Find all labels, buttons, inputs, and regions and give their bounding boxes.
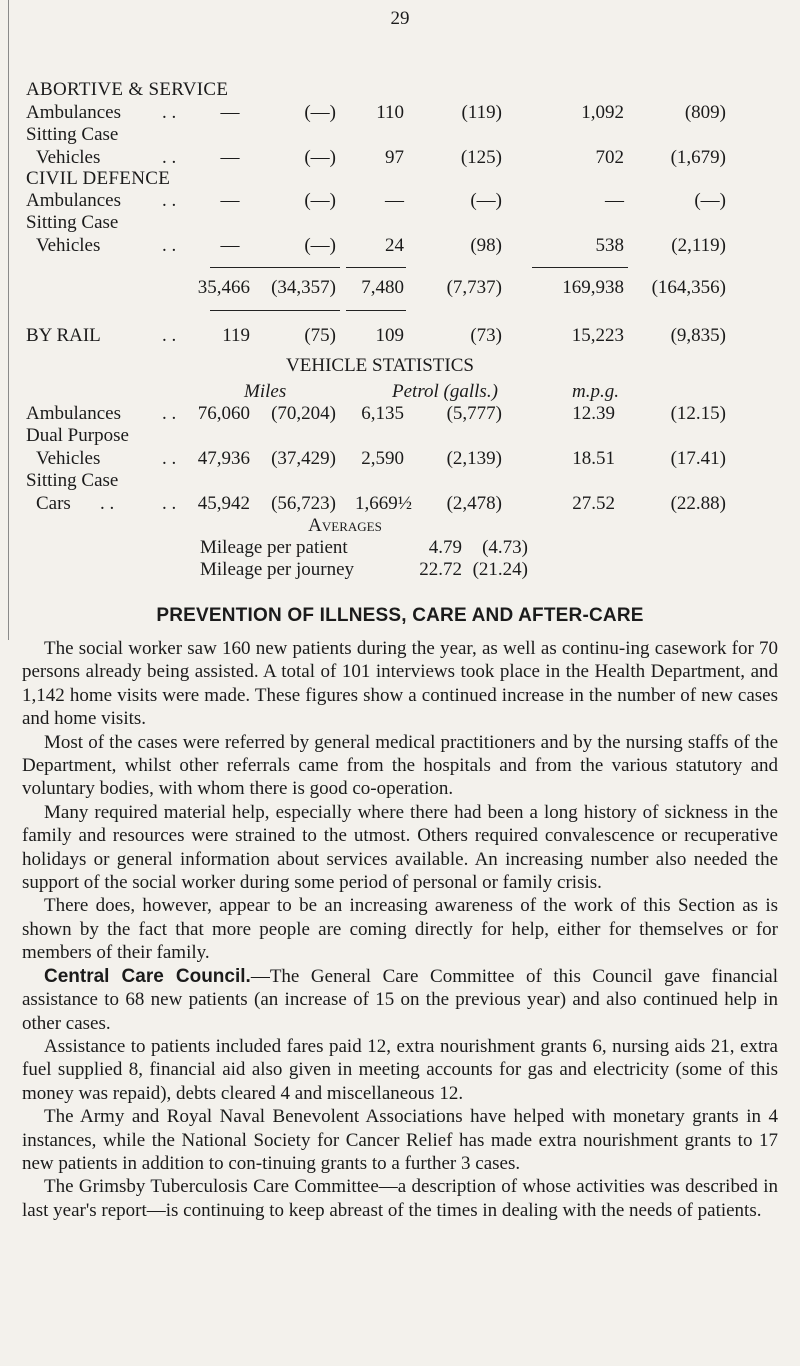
leader-dots: . . (162, 403, 177, 424)
table-cell: (75) (304, 325, 336, 346)
row-label: Vehicles (36, 448, 101, 469)
mpg-prev-cell: (22.88) (670, 493, 726, 514)
paragraph: Assistance to patients included fares paid 12, extra nourishment grants 6, nursing aids 21, extra fuel supplied 8, financial aid also given in meeting accounts for gas and electricity (some of this money was repaid), debts cleared 4 and miscellaneous 12. (22, 1035, 778, 1104)
leader-dots: . . (162, 147, 177, 168)
total-rule (346, 310, 406, 311)
row-label: Ambulances (26, 403, 121, 424)
total-rule (210, 310, 340, 311)
row-label: Vehicles (36, 235, 101, 256)
paragraph: Most of the cases were referred by general medical practitioners and by the nursing staffs of the Department, whilst other referrals came from the hospitals and from the various statutory and voluntary bodies, with whom there is good co-operation. (22, 731, 778, 800)
table-cell: (—) (694, 190, 726, 211)
row-label: Sitting Case (26, 124, 119, 145)
table-cell: 109 (375, 325, 404, 346)
table-cell: (125) (460, 147, 502, 168)
paragraph: Many required material help, especially where there had been a long history of sickness in the family and resources were strained to the utmost. Others required convalescence or recuperative holidays or general information about services available. An increasing number also needed the support of the social worker during some period of personal or family crisis. (22, 801, 778, 894)
table-cell: (—) (470, 190, 502, 211)
table-cell: 119 (222, 325, 250, 346)
average-label: Mileage per journey (200, 559, 355, 580)
average-value: 22.72 (419, 559, 462, 580)
table-cell: (119) (461, 102, 502, 123)
petrol-cell: 6,135 (361, 403, 404, 424)
table-cell: — (220, 102, 240, 123)
service-table (20, 0, 790, 580)
section-heading: PREVENTION OF ILLNESS, CARE AND AFTER-CARE (156, 605, 644, 626)
paragraph: The Army and Royal Naval Benevolent Associations have helped with monetary grants in 4 instances, while the National Society for Cancer Relief has made extra nourishment grants to 17 new patients in addition to con-tinuing grants to a further 3 cases. (22, 1106, 778, 1174)
mpg-cell: 18.51 (572, 448, 615, 469)
table-cell: (9,835) (670, 325, 726, 346)
total-cell: 169,938 (562, 277, 624, 298)
average-value: 4.79 (428, 537, 462, 558)
table-cell: 15,223 (571, 325, 624, 346)
petrol-cell: 2,590 (361, 448, 404, 469)
row-label: Dual Purpose (26, 425, 129, 446)
table-cell: — (385, 190, 404, 211)
central-care-council-text: —The General Care Committee of this Council gave financial assistance to 68 new patients (an increase of 15 on the previous year) and also continued help in other cases. (22, 965, 778, 1034)
row-label: Sitting Case (26, 212, 119, 233)
mpg-prev-cell: (17.41) (670, 448, 726, 469)
row-label: Ambulances (26, 102, 121, 123)
row-label: Cars (36, 493, 71, 514)
col-miles: Miles (244, 381, 287, 402)
paragraph: The Grimsby Tuberculosis Care Committee—a description of whose activities was described in last year's report—is continuing to keep abreast of the times in dealing with the needs of patients. (22, 1176, 778, 1221)
total-cell: 7,480 (361, 277, 404, 298)
table-cell: 538 (595, 235, 624, 256)
col-mpg: m.p.g. (572, 381, 619, 402)
col-petrol: Petrol (galls.) (392, 381, 498, 402)
miles-cell: 47,936 (197, 448, 250, 469)
total-cell: (164,356) (651, 277, 726, 298)
row-label: Sitting Case (26, 470, 119, 491)
leader-dots: . . (162, 493, 177, 514)
total-rule (532, 267, 628, 268)
miles-cell: 45,942 (197, 493, 250, 514)
table-cell: 24 (385, 235, 404, 256)
leader-dots: . . (162, 448, 177, 469)
subheading-central-care-council: Central Care Council. (44, 965, 251, 987)
table-cell: (—) (304, 190, 336, 211)
petrol-cell: 1,669½ (355, 493, 412, 514)
miles-prev-cell: (70,204) (271, 403, 336, 424)
table-cell: — (605, 190, 624, 211)
table-cell: (—) (304, 102, 336, 123)
leader-dots: . . (162, 190, 177, 211)
page-number: 29 (390, 8, 410, 29)
mpg-prev-cell: (12.15) (670, 403, 726, 424)
petrol-prev-cell: (5,777) (446, 403, 502, 424)
total-cell: (7,737) (446, 277, 502, 298)
petrol-prev-cell: (2,139) (446, 448, 502, 469)
average-prev: (21.24) (472, 559, 528, 580)
table-cell: 1,092 (581, 102, 624, 123)
vehicle-stats-title: VEHICLE STATISTICS (286, 355, 474, 376)
table-cell: (1,679) (670, 147, 726, 168)
paragraph: There does, however, appear to be an increasing awareness of the work of this Section as is shown by the fact that more people are coming directly for help, either for themselves or for members of their family. (22, 895, 778, 964)
table-cell: — (220, 190, 240, 211)
table-cell: 110 (376, 102, 404, 123)
table-cell: — (220, 235, 240, 256)
miles-prev-cell: (56,723) (271, 493, 336, 514)
average-label: Mileage per patient (200, 537, 348, 558)
petrol-prev-cell: (2,478) (446, 493, 502, 514)
table-cell: (—) (304, 235, 336, 256)
leader-dots: . . (162, 102, 177, 123)
total-rule (346, 267, 406, 268)
table-cell: — (220, 147, 240, 168)
table-cell: (98) (470, 235, 502, 256)
table-cell: (—) (304, 147, 336, 168)
averages-title: Averages (308, 515, 382, 536)
row-label-by-rail: BY RAIL (26, 325, 101, 346)
prevention-section (22, 605, 778, 1222)
table-cell: (73) (470, 325, 502, 346)
header-civil-defence: CIVIL DEFENCE (26, 168, 171, 189)
mpg-cell: 27.52 (572, 493, 615, 514)
table-cell: 702 (595, 147, 624, 168)
paragraph-central-care-council (22, 965, 778, 1035)
average-prev: (4.73) (482, 537, 528, 558)
table-cell: (2,119) (671, 235, 726, 256)
total-cell: (34,357) (271, 277, 336, 298)
row-label: Ambulances (26, 190, 121, 211)
leader-dots: . . (162, 235, 177, 256)
total-rule (210, 267, 340, 268)
miles-cell: 76,060 (197, 403, 250, 424)
paragraph: The social worker saw 160 new patients during the year, as well as continu-ing casework for 70 persons already being assisted. A total of 101 interviews took place in the Health Department, and 1,142 home visits were made. These figures show a continued increase in the number of new cases and home visits. (22, 638, 778, 730)
header-abortive: ABORTIVE & SERVICE (26, 79, 229, 100)
mpg-cell: 12.39 (572, 403, 615, 424)
miles-prev-cell: (37,429) (271, 448, 336, 469)
leader-dots: . . (100, 493, 115, 514)
total-cell: 35,466 (197, 277, 250, 298)
table-cell: 97 (385, 147, 404, 168)
leader-dots: . . (162, 325, 177, 346)
table-cell: (809) (684, 102, 726, 123)
page-edge (0, 0, 9, 640)
row-label: Vehicles (36, 147, 101, 168)
